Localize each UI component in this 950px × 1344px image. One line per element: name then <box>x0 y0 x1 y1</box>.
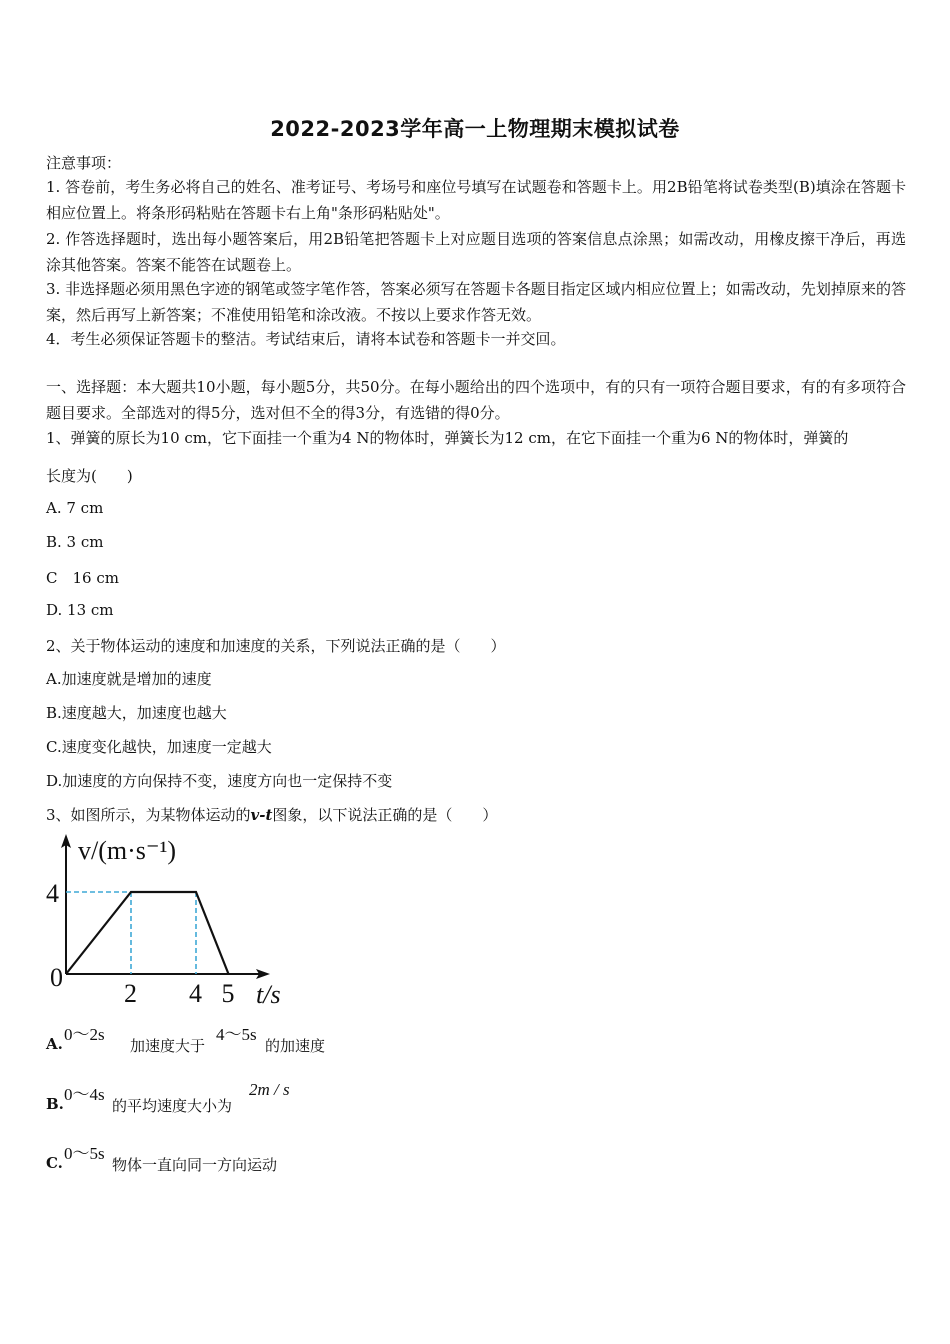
notice-item-2: 2. 作答选择题时，选出每小题答案后，用2B铅笔把答题卡上对应题目选项的答案信息点涂黑；如需改动，用橡皮擦干净后，再选涂其他答案。答案不能答在试题卷上。 <box>46 230 906 274</box>
x-tick-label-0: 0 <box>50 963 63 992</box>
q3-option-b-text1: 的平均速度大小为 <box>112 1097 233 1115</box>
section-heading: 一、选择题：本大题共10小题，每小题5分，共50分。在每小题给出的四个选项中，有的只有一项符合题目要求，有的有多项符合题目要求。全部选对的得5分，选对但不全的得3分，有选错的得0分。 <box>46 378 906 422</box>
q3-option-a-text2: 的加速度 <box>265 1037 326 1055</box>
y-tick-label-4: 4 <box>46 879 59 908</box>
x-tick-label-5: 5 <box>221 979 235 1008</box>
q1-option-b: B. 3 cm <box>46 533 104 551</box>
q2-option-d: D.加速度的方向保持不变，速度方向也一定保持不变 <box>46 772 393 790</box>
q3-stem <box>46 804 497 825</box>
notice-item-3: 3. 非选择题必须用黑色字迹的钢笔或签字笔作答，答案必须写在答题卡各题目指定区域内相应位置上；如需改动，先划掉原来的答案，然后再写上新答案；不准使用铅笔和涂改液。不按以上要求作答无效。 <box>46 280 906 324</box>
vt-graph <box>40 826 300 1016</box>
q2-stem: 2、关于物体运动的速度和加速度的关系，下列说法正确的是（ ） <box>46 637 506 655</box>
q3-stem-pre: 3、如图所示，为某物体运动的 <box>46 806 251 824</box>
notice-item-1: 1. 答卷前，考生务必将自己的姓名、准考证号、考场号和座位号填写在试题卷和答题卡上。用2B铅笔将试卷类型(B)填涂在答题卡相应位置上。将条形码粘贴在答题卡右上角"条形码粘贴处"。 <box>46 178 906 222</box>
q3-option-c-math1: 0～5s <box>64 1144 105 1163</box>
q1-stem-line2: 长度为( ) <box>46 467 133 485</box>
q3-option-b-label: B. <box>46 1095 64 1113</box>
y-axis-label: v/(m·s⁻¹) <box>78 836 177 865</box>
q2-option-a: A.加速度就是增加的速度 <box>46 670 212 688</box>
q3-stem-post: 图象，以下说法正确的是（ ） <box>272 806 498 824</box>
q3-option-c-text1: 物体一直向同一方向运动 <box>112 1156 278 1174</box>
q1-option-c: C 16 cm <box>46 569 119 587</box>
q2-option-b: B.速度越大，加速度也越大 <box>46 704 227 722</box>
q3-option-a-math1: 0～2s <box>64 1025 105 1044</box>
q1-stem-line1: 1、弹簧的原长为10 cm，它下面挂一个重为4 N的物体时，弹簧长为12 cm，在它下面挂一个重为6 N的物体时，弹簧的 <box>46 429 849 447</box>
q3-option-b-math2: 2m / s <box>249 1080 290 1099</box>
q1-option-d: D. 13 cm <box>46 601 114 619</box>
x-tick-label-2: 2 <box>124 979 137 1008</box>
notice-item-4: 4．考生必须保证答题卡的整洁。考试结束后，请将本试卷和答题卡一并交回。 <box>46 330 566 348</box>
series-line <box>66 892 229 974</box>
q2-option-c: C.速度变化越快，加速度一定越大 <box>46 738 272 756</box>
q3-option-a-label: A. <box>46 1035 63 1053</box>
page-title: 2022-2023学年高一上物理期末模拟试卷 <box>270 117 680 141</box>
notice-heading: 注意事项： <box>46 154 122 172</box>
q3-option-a-text1: 加速度大于 <box>130 1037 206 1055</box>
q1-option-a: A. 7 cm <box>46 499 104 517</box>
x-axis-label: t/s <box>256 980 281 1009</box>
x-tick-label-4: 4 <box>189 979 202 1008</box>
q3-option-a-math2: 4～5s <box>216 1025 257 1044</box>
q3-stem-var: v-t <box>250 806 273 824</box>
q3-option-c-label: C. <box>46 1154 63 1172</box>
q3-option-b-math1: 0～4s <box>64 1085 105 1104</box>
